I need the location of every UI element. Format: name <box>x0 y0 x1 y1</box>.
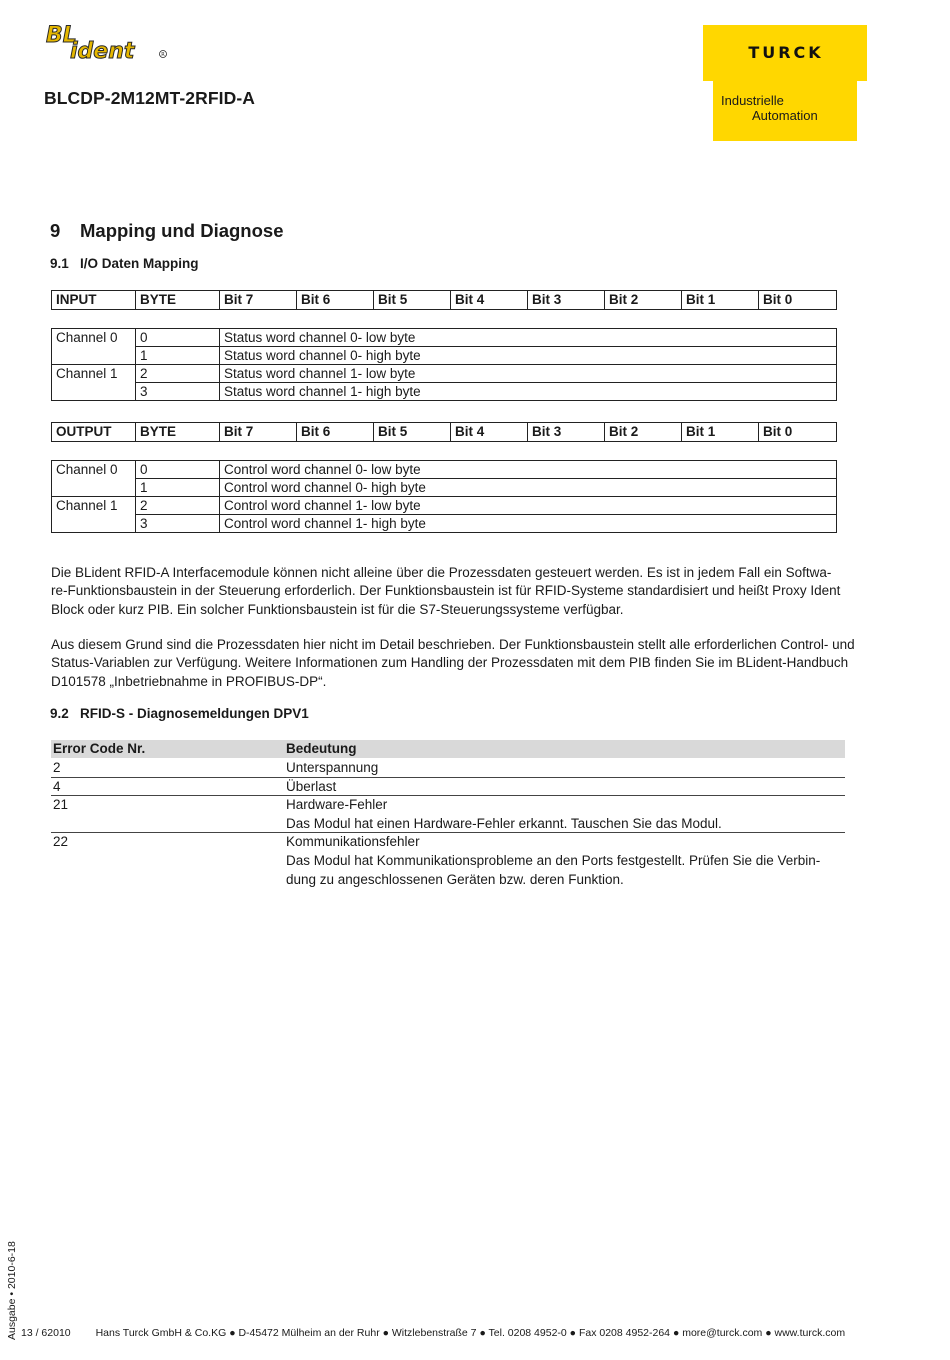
description-cell: Status word channel 1- low byte <box>220 365 837 383</box>
subsection-heading-2 <box>50 706 309 721</box>
table-row <box>52 365 837 383</box>
table-row <box>52 383 837 401</box>
error-row <box>51 778 845 796</box>
description-cell: Control word channel 0- low byte <box>220 461 837 479</box>
blident-logo-graphic <box>44 22 174 64</box>
error-table-header <box>51 740 845 758</box>
bullet-icon: ● <box>479 1327 486 1339</box>
header-cell: BYTE <box>136 291 220 310</box>
header-cell: Bit 5 <box>374 291 451 310</box>
header-cell: Bit 3 <box>528 291 605 310</box>
bullet-icon: ● <box>382 1327 389 1339</box>
table-row <box>52 329 837 347</box>
brand-line-1: Industrielle <box>721 93 784 108</box>
description-cell: Control word channel 1- high byte <box>220 515 837 533</box>
subsection-number: 9.2 <box>50 706 69 721</box>
description-cell: Status word channel 0- low byte <box>220 329 837 347</box>
blident-logo <box>44 22 174 64</box>
subsection-title: I/O Daten Mapping <box>80 256 199 271</box>
output-mapping-table <box>51 460 837 533</box>
company-email[interactable]: more@turck.com <box>682 1327 763 1339</box>
svg-text:BL: BL <box>46 23 77 48</box>
section-number: 9 <box>50 220 61 241</box>
byte-cell: 3 <box>136 383 220 401</box>
header-cell: BYTE <box>136 423 220 442</box>
description-cell: Status word channel 0- high byte <box>220 347 837 365</box>
header-cell: Bit 6 <box>297 291 374 310</box>
header-cell: Bit 4 <box>451 423 528 442</box>
channel-cell <box>52 479 136 497</box>
company-name: Hans Turck GmbH & Co.KG <box>95 1327 227 1339</box>
header-cell: Bit 2 <box>605 423 682 442</box>
table-row <box>52 461 837 479</box>
error-description: Das Modul hat einen Hardware-Fehler erkannt. Tauschen Sie das Modul. <box>286 816 722 831</box>
byte-cell: 3 <box>136 515 220 533</box>
channel-cell: Channel 0 <box>52 461 136 479</box>
table-row <box>52 479 837 497</box>
company-fax: Fax 0208 4952-264 <box>578 1327 671 1339</box>
channel-cell <box>52 347 136 365</box>
company-phone: Tel. 0208 4952-0 <box>488 1327 567 1339</box>
page-footer <box>21 1327 845 1339</box>
bullet-icon: ● <box>229 1327 236 1339</box>
channel-cell <box>52 383 136 401</box>
input-header-table <box>51 290 837 310</box>
output-header-table <box>51 422 837 442</box>
error-code: 22 <box>53 834 69 849</box>
turck-wordmark <box>716 42 856 62</box>
error-meaning: Unterspannung <box>286 760 379 775</box>
description-cell: Control word channel 1- low byte <box>220 497 837 515</box>
error-description: Das Modul hat Kommunikationsprobleme an den Ports festgestellt. Prüfen Sie die Verbin- <box>286 853 821 868</box>
byte-cell: 2 <box>136 497 220 515</box>
header-cell: Bit 3 <box>528 423 605 442</box>
svg-text:TURCK: TURCK <box>748 43 824 62</box>
header-cell: Bit 0 <box>759 291 837 310</box>
header-cell: INPUT <box>52 291 136 310</box>
bullet-icon: ● <box>672 1327 680 1339</box>
error-row <box>51 759 845 777</box>
table-row <box>52 347 837 365</box>
byte-cell: 1 <box>136 479 220 497</box>
paragraph-2 <box>51 636 881 691</box>
header-cell: Bit 7 <box>220 291 297 310</box>
header-cell: Bit 1 <box>682 291 759 310</box>
error-meaning: Hardware-Fehler <box>286 797 388 812</box>
section-title: Mapping und Diagnose <box>80 220 284 241</box>
header-cell: Bit 4 <box>451 291 528 310</box>
turck-wordmark-graphic <box>716 42 856 62</box>
error-row <box>51 796 845 833</box>
description-cell: Control word channel 0- high byte <box>220 479 837 497</box>
error-row <box>51 833 845 889</box>
error-meaning: Kommunikationsfehler <box>286 834 420 849</box>
company-address: D-45472 Mülheim an der Ruhr <box>238 1327 380 1339</box>
header-cell: Bit 7 <box>220 423 297 442</box>
paragraph-line: re-Funktionsbaustein in der Steuerung erforderlich. Der Funktionsbaustein ist für RFID-Systeme standardisiert und heißt Proxy Ident <box>51 583 841 599</box>
header-cell: OUTPUT <box>52 423 136 442</box>
channel-cell: Channel 0 <box>52 329 136 347</box>
company-website[interactable]: www.turck.com <box>774 1327 846 1339</box>
channel-cell: Channel 1 <box>52 497 136 515</box>
company-street: Witzlebenstraße 7 <box>391 1327 477 1339</box>
header-cell: Bit 0 <box>759 423 837 442</box>
brand-logo-notch <box>703 81 713 141</box>
error-code: 21 <box>53 797 69 812</box>
description-cell: Status word channel 1- high byte <box>220 383 837 401</box>
header-cell: Bit 5 <box>374 423 451 442</box>
error-description: dung zu angeschlossenen Geräten bzw. deren Funktion. <box>286 872 624 887</box>
table-row <box>52 515 837 533</box>
column-header-meaning: Bedeutung <box>286 741 357 756</box>
section-heading <box>50 220 284 242</box>
page-number: 13 / 62010 <box>21 1327 71 1339</box>
paragraph-line: Block oder kurz PIB. Ein solcher Funktionsbaustein ist für die S7-Steuerungssysteme verfügbar. <box>51 601 624 617</box>
svg-text:R: R <box>161 52 165 59</box>
paragraph-1 <box>51 564 881 619</box>
input-mapping-table <box>51 328 837 401</box>
bullet-icon: ● <box>765 1327 772 1339</box>
byte-cell: 0 <box>136 461 220 479</box>
byte-cell: 2 <box>136 365 220 383</box>
subsection-number: 9.1 <box>50 256 69 271</box>
byte-cell: 1 <box>136 347 220 365</box>
subsection-heading-1 <box>50 256 199 271</box>
paragraph-line: Die BLident RFID-A Interfacemodule können nicht alleine über die Prozessdaten gesteuert werden. Es ist in jedem Fall ein Softwa- <box>51 565 832 580</box>
channel-cell: Channel 1 <box>52 365 136 383</box>
subsection-title: RFID-S - Diagnosemeldungen DPV1 <box>80 706 309 721</box>
paragraph-line: Aus diesem Grund sind die Prozessdaten hier nicht im Detail beschrieben. Der Funktionsbaustein stellt alle erforderlichen Control- und <box>51 637 855 652</box>
error-meaning: Überlast <box>286 779 337 794</box>
error-code: 2 <box>53 760 61 775</box>
svg-text:ident: ident <box>70 39 135 64</box>
paragraph-line: Status-Variablen zur Verfügung. Weitere Informationen zum Handling der Prozessdaten mit dem PIB finden Sie im BLident-Handbuch <box>51 655 849 671</box>
document-title: BLCDP-2M12MT-2RFID-A <box>44 88 256 108</box>
table-row <box>52 497 837 515</box>
column-header-code: Error Code Nr. <box>53 741 146 756</box>
brand-line-2: Automation <box>752 108 818 123</box>
edition-date: Ausgabe • 2010-6-18 <box>6 1241 18 1340</box>
paragraph-line: D101578 „Inbetriebnahme in PROFIBUS-DP“. <box>51 673 327 689</box>
bullet-icon: ● <box>569 1327 577 1339</box>
header-cell: Bit 6 <box>297 423 374 442</box>
header-cell: Bit 2 <box>605 291 682 310</box>
channel-cell <box>52 515 136 533</box>
error-code: 4 <box>53 779 61 794</box>
header-cell: Bit 1 <box>682 423 759 442</box>
byte-cell: 0 <box>136 329 220 347</box>
